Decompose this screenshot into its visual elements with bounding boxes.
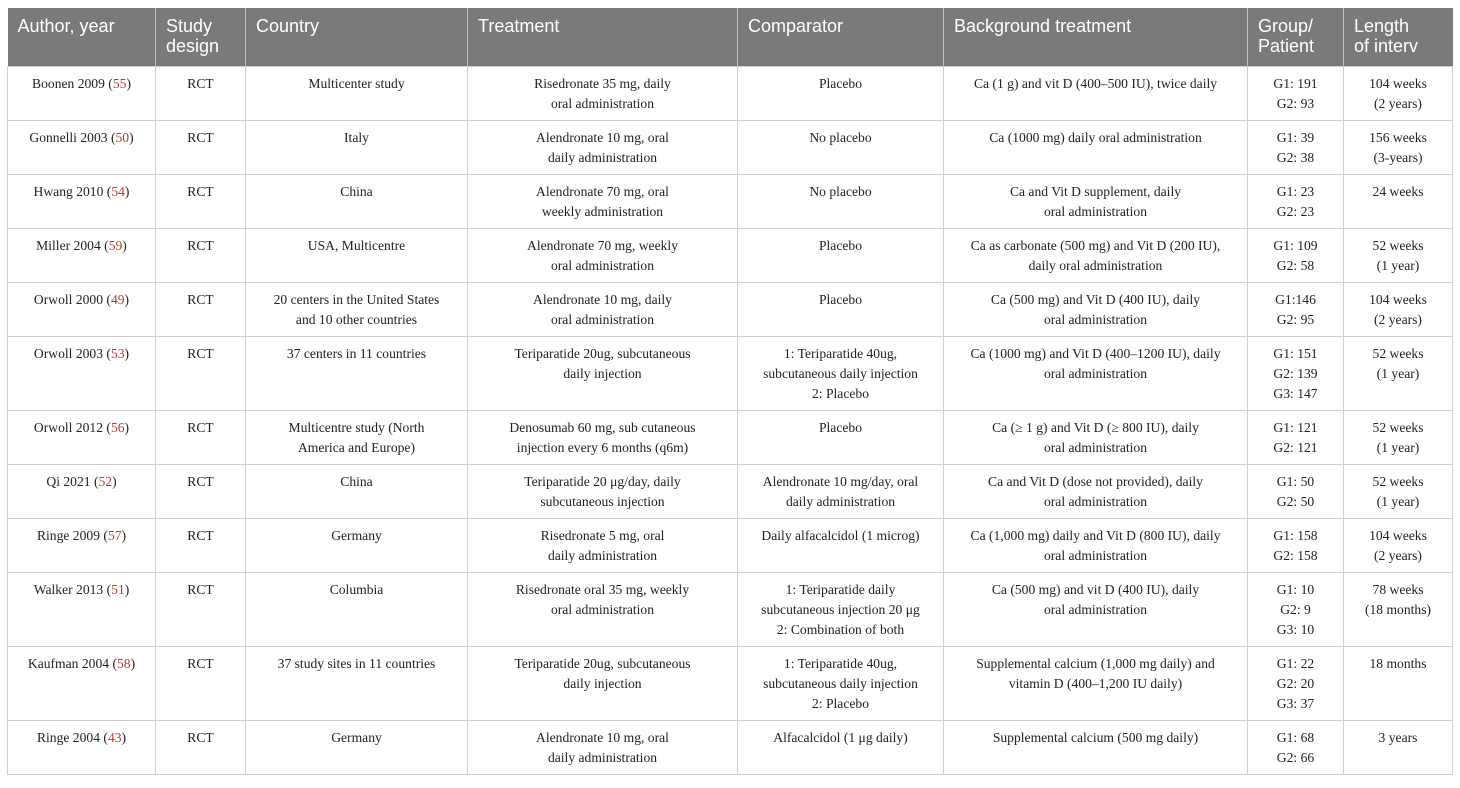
treatment-text: Risedronate 35 mg, daily oral administration	[534, 75, 671, 111]
table-row	[8, 572, 1453, 646]
length-text: 24 weeks	[1372, 183, 1424, 199]
background-treatment-cell	[944, 720, 1248, 774]
header-label: Comparator	[748, 16, 844, 36]
country-cell	[246, 66, 468, 120]
country-cell	[246, 720, 468, 774]
group-patient-cell	[1248, 572, 1344, 646]
country-cell	[246, 282, 468, 336]
group-patient-cell	[1248, 518, 1344, 572]
author-year-cell: Ringe 2004 (43)	[8, 720, 156, 774]
background-treatment-cell	[944, 410, 1248, 464]
group-patient-cell	[1248, 228, 1344, 282]
background-treatment-cell	[944, 282, 1248, 336]
country-text: 20 centers in the United States and 10 other countries	[273, 291, 440, 327]
treatment-cell	[468, 282, 738, 336]
header-background-treatment	[944, 8, 1248, 66]
group-patient-cell	[1248, 720, 1344, 774]
group-patient-text: G1: 68 G2: 66	[1276, 729, 1315, 765]
country-text: Multicenter study	[308, 75, 405, 91]
study-design-cell	[156, 336, 246, 410]
treatment-cell	[468, 120, 738, 174]
table-row	[8, 66, 1453, 120]
study-design-text: RCT	[187, 473, 214, 489]
comparator-text: 1: Teriparatide 40ug, subcutaneous daily injection 2: Placebo	[763, 655, 918, 711]
background-treatment-text: Ca and Vit D supplement, daily oral administration	[1009, 183, 1182, 219]
table-row	[8, 410, 1453, 464]
author-year-cell: Orwoll 2000 (49)	[8, 282, 156, 336]
length-cell	[1344, 174, 1453, 228]
length-text: 78 weeks (18 months)	[1364, 581, 1432, 617]
study-design-text: RCT	[187, 581, 214, 597]
table-row	[8, 720, 1453, 774]
header-author-year	[8, 8, 156, 66]
author-year-text: Qi 2021	[46, 473, 91, 489]
group-patient-text: G1: 121 G2: 121	[1273, 419, 1318, 455]
comparator-cell	[738, 518, 944, 572]
length-cell	[1344, 518, 1453, 572]
group-patient-text: G1: 39 G2: 38	[1276, 129, 1315, 165]
author-year-cell: Orwoll 2012 (56)	[8, 410, 156, 464]
author-year-text: Boonen 2009	[32, 75, 105, 91]
treatment-cell	[468, 228, 738, 282]
group-patient-cell	[1248, 410, 1344, 464]
treatment-cell	[468, 66, 738, 120]
reference-link[interactable]: 50	[115, 129, 130, 145]
table-row	[8, 228, 1453, 282]
group-patient-cell	[1248, 464, 1344, 518]
background-treatment-text: Ca (1 g) and vit D (400–500 IU), twice daily	[973, 75, 1218, 91]
table-row	[8, 336, 1453, 410]
treatment-cell	[468, 410, 738, 464]
study-design-cell	[156, 464, 246, 518]
author-year-text: Orwoll 2000	[33, 291, 104, 307]
author-year-cell: Walker 2013 (51)	[8, 572, 156, 646]
length-cell	[1344, 228, 1453, 282]
length-text: 52 weeks (1 year)	[1372, 473, 1424, 509]
length-text: 52 weeks (1 year)	[1372, 419, 1424, 455]
length-cell	[1344, 572, 1453, 646]
reference-link[interactable]: 43	[107, 729, 122, 745]
study-design-cell	[156, 646, 246, 720]
comparator-text: Placebo	[818, 75, 863, 91]
header-country	[246, 8, 468, 66]
group-patient-text: G1: 23 G2: 23	[1276, 183, 1315, 219]
treatment-text: Alendronate 10 mg, oral daily administration	[536, 129, 669, 165]
header-label: Group/ Patient	[1258, 16, 1315, 56]
country-text: Italy	[344, 129, 369, 145]
study-design-text: RCT	[187, 183, 214, 199]
country-text: Germany	[331, 729, 382, 745]
reference-link[interactable]: 49	[110, 291, 125, 307]
comparator-cell	[738, 66, 944, 120]
treatment-text: Alendronate 10 mg, daily oral administration	[533, 291, 672, 327]
author-year-text: Ringe 2004	[36, 729, 100, 745]
length-cell	[1344, 464, 1453, 518]
table-row	[8, 464, 1453, 518]
author-year-cell: Kaufman 2004 (58)	[8, 646, 156, 720]
background-treatment-cell	[944, 228, 1248, 282]
header-label: Background treatment	[954, 16, 1132, 36]
treatment-cell	[468, 720, 738, 774]
comparator-text: Placebo	[818, 291, 863, 307]
study-design-cell	[156, 228, 246, 282]
country-cell	[246, 572, 468, 646]
treatment-cell	[468, 464, 738, 518]
study-design-cell	[156, 518, 246, 572]
comparator-cell	[738, 646, 944, 720]
length-text: 104 weeks (2 years)	[1369, 291, 1427, 327]
background-treatment-text: Ca and Vit D (dose not provided), daily oral administration	[988, 473, 1203, 509]
study-design-text: RCT	[187, 129, 214, 145]
reference-link[interactable]: 57	[107, 527, 122, 543]
country-text: 37 centers in 11 countries	[286, 345, 427, 361]
country-cell	[246, 410, 468, 464]
country-text: Multicentre study (North America and Europe)	[288, 419, 425, 455]
country-cell	[246, 464, 468, 518]
country-text: China	[340, 473, 373, 489]
header-study-design	[156, 8, 246, 66]
comparator-cell	[738, 282, 944, 336]
country-cell	[246, 336, 468, 410]
country-text: Columbia	[329, 581, 384, 597]
author-year-text: Hwang 2010	[33, 183, 104, 199]
length-text: 18 months	[1369, 655, 1427, 671]
author-year-cell: Ringe 2009 (57)	[8, 518, 156, 572]
table-body	[8, 66, 1453, 774]
length-text: 52 weeks (1 year)	[1372, 345, 1424, 381]
background-treatment-text: Ca (500 mg) and Vit D (400 IU), daily oral administration	[990, 291, 1201, 327]
treatment-text: Teriparatide 20 μg/day, daily subcutaneous injection	[524, 473, 681, 509]
study-design-text: RCT	[187, 729, 214, 745]
treatment-text: Risedronate 5 mg, oral daily administration	[540, 527, 665, 563]
group-patient-text: G1: 191 G2: 93	[1273, 75, 1318, 111]
treatment-cell	[468, 572, 738, 646]
length-cell	[1344, 720, 1453, 774]
header-length-of-intervention	[1344, 8, 1453, 66]
group-patient-cell	[1248, 66, 1344, 120]
study-design-text: RCT	[187, 75, 214, 91]
author-year-text: Walker 2013	[33, 581, 104, 597]
comparator-cell	[738, 228, 944, 282]
treatment-cell	[468, 336, 738, 410]
group-patient-text: G1: 109 G2: 58	[1273, 237, 1318, 273]
comparator-cell	[738, 720, 944, 774]
background-treatment-cell	[944, 66, 1248, 120]
comparator-cell	[738, 120, 944, 174]
treatment-cell	[468, 174, 738, 228]
comparator-cell	[738, 174, 944, 228]
background-treatment-cell	[944, 174, 1248, 228]
reference-link[interactable]: 53	[110, 345, 125, 361]
author-year-text: Gonnelli 2003	[29, 129, 108, 145]
length-cell	[1344, 646, 1453, 720]
study-design-text: RCT	[187, 237, 214, 253]
background-treatment-text: Ca (1000 mg) and Vit D (400–1200 IU), daily oral administration	[970, 345, 1221, 381]
author-year-cell: Orwoll 2003 (53)	[8, 336, 156, 410]
header-group-patient	[1248, 8, 1344, 66]
background-treatment-text: Ca (1,000 mg) daily and Vit D (800 IU), daily oral administration	[970, 527, 1221, 563]
study-design-cell	[156, 66, 246, 120]
background-treatment-cell	[944, 518, 1248, 572]
author-year-cell: Miller 2004 (59)	[8, 228, 156, 282]
comparator-text: 1: Teriparatide daily subcutaneous injection 20 μg 2: Combination of both	[761, 581, 920, 637]
treatment-cell	[468, 518, 738, 572]
treatment-text: Denosumab 60 mg, sub cutaneous injection every 6 months (q6m)	[509, 419, 696, 455]
length-cell	[1344, 410, 1453, 464]
reference-link[interactable]: 56	[110, 419, 125, 435]
table-row	[8, 518, 1453, 572]
treatment-text: Alendronate 70 mg, oral weekly administration	[536, 183, 669, 219]
study-design-text: RCT	[187, 419, 214, 435]
background-treatment-text: Ca as carbonate (500 mg) and Vit D (200 IU), daily oral administration	[970, 237, 1221, 273]
country-cell	[246, 174, 468, 228]
treatment-text: Risedronate oral 35 mg, weekly oral administration	[515, 581, 690, 617]
header-label: Author, year	[17, 16, 115, 36]
group-patient-cell	[1248, 120, 1344, 174]
background-treatment-text: Ca (1000 mg) daily oral administration	[989, 129, 1202, 145]
comparator-text: No placebo	[809, 183, 872, 199]
study-design-cell	[156, 282, 246, 336]
length-text: 156 weeks (3-years)	[1369, 129, 1427, 165]
study-design-text: RCT	[187, 527, 214, 543]
author-year-cell: Hwang 2010 (54)	[8, 174, 156, 228]
comparator-text: Alfacalcidol (1 μg daily)	[773, 729, 908, 745]
header-treatment	[468, 8, 738, 66]
author-year-text: Orwoll 2003	[33, 345, 104, 361]
author-year-text: Orwoll 2012	[33, 419, 104, 435]
country-text: Germany	[331, 527, 382, 543]
header-label: Length of interv	[1354, 16, 1419, 56]
reference-link[interactable]: 55	[112, 75, 127, 91]
background-treatment-cell	[944, 572, 1248, 646]
treatment-text: Teriparatide 20ug, subcutaneous daily injection	[514, 655, 691, 691]
comparator-text: 1: Teriparatide 40ug, subcutaneous daily injection 2: Placebo	[763, 345, 918, 401]
length-text: 52 weeks (1 year)	[1372, 237, 1424, 273]
group-patient-cell	[1248, 174, 1344, 228]
background-treatment-text: Supplemental calcium (500 mg daily)	[992, 729, 1199, 745]
table-row	[8, 646, 1453, 720]
length-cell	[1344, 336, 1453, 410]
country-text: 37 study sites in 11 countries	[277, 655, 436, 671]
comparator-text: Daily alfacalcidol (1 microg)	[761, 527, 920, 543]
country-cell	[246, 228, 468, 282]
comparator-text: Placebo	[818, 237, 863, 253]
group-patient-text: G1: 158 G2: 158	[1273, 527, 1318, 563]
study-design-cell	[156, 410, 246, 464]
author-year-text: Miller 2004	[36, 237, 101, 253]
study-characteristics-table	[7, 8, 1453, 775]
background-treatment-cell	[944, 464, 1248, 518]
reference-link[interactable]: 54	[111, 183, 125, 199]
comparator-cell	[738, 572, 944, 646]
length-text: 3 years	[1378, 729, 1418, 745]
treatment-text: Teriparatide 20ug, subcutaneous daily injection	[514, 345, 691, 381]
header-row	[8, 8, 1453, 66]
length-cell	[1344, 120, 1453, 174]
table-row	[8, 174, 1453, 228]
table-row	[8, 282, 1453, 336]
comparator-text: No placebo	[809, 129, 872, 145]
comparator-text: Alendronate 10 mg/day, oral daily administration	[762, 473, 919, 509]
country-cell	[246, 120, 468, 174]
study-design-text: RCT	[187, 345, 214, 361]
group-patient-text: G1: 22 G2: 20 G3: 37	[1276, 655, 1315, 711]
table-row	[8, 120, 1453, 174]
treatment-text: Alendronate 10 mg, oral daily administration	[536, 729, 669, 765]
comparator-cell	[738, 336, 944, 410]
length-text: 104 weeks (2 years)	[1369, 527, 1427, 563]
group-patient-text: G1: 10 G2: 9 G3: 10	[1276, 581, 1315, 637]
header-label: Treatment	[478, 16, 560, 36]
length-cell	[1344, 282, 1453, 336]
author-year-cell: Qi 2021 (52)	[8, 464, 156, 518]
group-patient-cell	[1248, 646, 1344, 720]
header-comparator	[738, 8, 944, 66]
group-patient-cell	[1248, 336, 1344, 410]
header-label: Study design	[166, 16, 220, 56]
author-year-text: Kaufman 2004	[27, 655, 110, 671]
country-cell	[246, 518, 468, 572]
comparator-cell	[738, 464, 944, 518]
country-text: China	[340, 183, 373, 199]
group-patient-text: G1: 50 G2: 50	[1276, 473, 1315, 509]
background-treatment-text: Ca (≥ 1 g) and Vit D (≥ 800 IU), daily oral administration	[992, 419, 1199, 455]
author-year-cell: Gonnelli 2003 (50)	[8, 120, 156, 174]
length-text: 104 weeks (2 years)	[1369, 75, 1427, 111]
background-treatment-cell	[944, 120, 1248, 174]
study-table-container	[7, 8, 1452, 775]
study-design-cell	[156, 120, 246, 174]
reference-link[interactable]: 58	[116, 655, 131, 671]
study-design-cell	[156, 572, 246, 646]
length-cell	[1344, 66, 1453, 120]
study-design-text: RCT	[187, 655, 214, 671]
group-patient-cell	[1248, 282, 1344, 336]
header-label: Country	[256, 16, 320, 36]
reference-link[interactable]: 59	[108, 237, 123, 253]
study-design-text: RCT	[187, 291, 214, 307]
background-treatment-cell	[944, 336, 1248, 410]
author-year-text: Ringe 2009	[36, 527, 100, 543]
reference-link[interactable]: 51	[111, 581, 125, 597]
comparator-text: Placebo	[818, 419, 863, 435]
background-treatment-text: Supplemental calcium (1,000 mg daily) and vitamin D (400–1,200 IU daily)	[976, 655, 1215, 691]
study-design-cell	[156, 720, 246, 774]
comparator-cell	[738, 410, 944, 464]
author-year-cell: Boonen 2009 (55)	[8, 66, 156, 120]
treatment-text: Alendronate 70 mg, weekly oral administration	[527, 237, 678, 273]
study-design-cell	[156, 174, 246, 228]
background-treatment-text: Ca (500 mg) and vit D (400 IU), daily oral administration	[991, 581, 1200, 617]
group-patient-text: G1: 151 G2: 139 G3: 147	[1273, 345, 1318, 401]
treatment-cell	[468, 646, 738, 720]
country-cell	[246, 646, 468, 720]
background-treatment-cell	[944, 646, 1248, 720]
group-patient-text: G1:146 G2: 95	[1275, 291, 1316, 327]
country-text: USA, Multicentre	[307, 237, 406, 253]
reference-link[interactable]: 52	[98, 473, 113, 489]
